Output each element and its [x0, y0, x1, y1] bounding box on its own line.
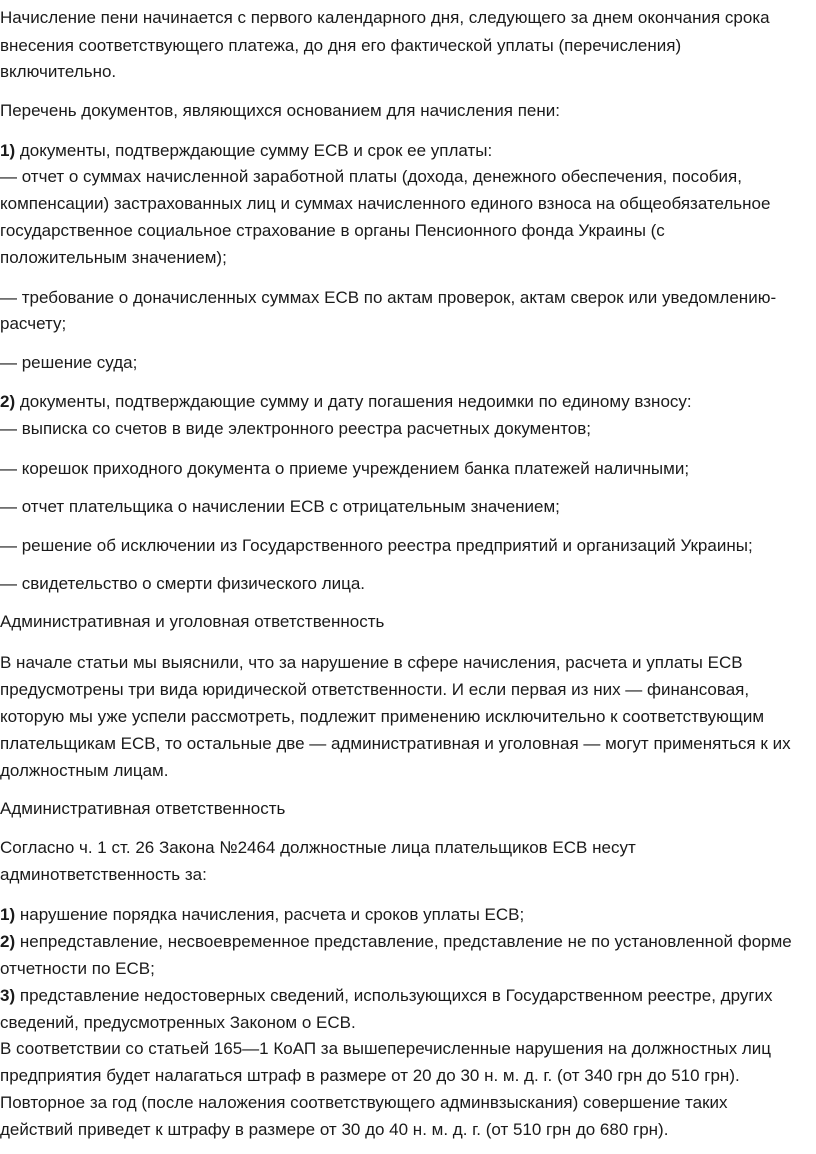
list-item-text: представление недостоверных сведений, использующихся в Государственном реестре, других [19, 986, 773, 1005]
list-marker: 1) [0, 905, 16, 924]
paragraph-line: В начале статьи мы выяснили, что за нарушение в сфере начисления, расчета и уплаты ЕСВ [0, 653, 743, 672]
section-heading: Административная и уголовная ответственность [0, 612, 385, 631]
paragraph-line: отчетности по ЕСВ; [0, 959, 155, 978]
paragraph-line: — свидетельство о смерти физического лица. [0, 574, 366, 593]
paragraph-line: Начисление пени начинается с первого календарного дня, следующего за днем окончания срока [0, 8, 770, 27]
paragraph-line: админответственность за: [0, 865, 207, 884]
paragraph-line: — решение суда; [0, 353, 138, 372]
list-item-text: непредставление, несвоевременное представление, представление не по установленной форме [19, 932, 792, 951]
list-item [0, 929, 792, 955]
paragraph-line: положительным значением); [0, 248, 227, 267]
paragraph-line: — корешок приходного документа о приеме учреждением банка платежей наличными; [0, 459, 690, 478]
paragraph-line: — требование о доначисленных суммах ЕСВ по актам проверок, актам сверок или уведомлению- [0, 288, 777, 307]
list-item [0, 389, 692, 415]
paragraph-line: государственное социальное страхование в органы Пенсионного фонда Украины (с [0, 221, 665, 240]
paragraph-line: — выписка со счетов в виде электронного реестра расчетных документов; [0, 419, 592, 438]
list-item [0, 902, 524, 928]
list-item-text: нарушение порядка начисления, расчета и сроков уплаты ЕСВ; [19, 905, 525, 924]
list-marker: 3) [0, 986, 16, 1005]
paragraph-line: расчету; [0, 314, 67, 333]
paragraph-line: Повторное за год (после наложения соответствующего админвзыскания) совершение таких [0, 1093, 728, 1112]
paragraph-line: — решение об исключении из Государственного реестра предприятий и организаций Украины; [0, 536, 753, 555]
list-marker: 2) [0, 392, 16, 411]
paragraph-line: действий приведет к штрафу в размере от 30 до 40 н. м. д. г. (от 510 грн до 680 грн). [0, 1120, 669, 1139]
paragraph-line: внесения соответствующего платежа, до дня его фактической уплаты (перечисления) [0, 36, 682, 55]
list-item [0, 983, 773, 1009]
paragraph-line: компенсации) застрахованных лиц и суммах начисленного единого взноса на общеобязательное [0, 194, 771, 213]
list-item-text: документы, подтверждающие сумму ЕСВ и срок ее уплаты: [19, 141, 493, 160]
list-marker: 1) [0, 141, 16, 160]
paragraph-line: — отчет о суммах начисленной заработной платы (дохода, денежного обеспечения, пособия, [0, 167, 742, 186]
paragraph-line: предприятия будет налагаться штраф в размере от 20 до 30 н. м. д. г. (от 340 грн до 510 грн). [0, 1066, 740, 1085]
paragraph-line: — отчет плательщика о начислении ЕСВ с отрицательным значением; [0, 497, 560, 516]
paragraph-line: Согласно ч. 1 ст. 26 Закона №2464 должностные лица плательщиков ЕСВ несут [0, 838, 636, 857]
list-marker: 2) [0, 932, 16, 951]
paragraph-line: включительно. [0, 62, 117, 81]
paragraph-line: сведений, предусмотренных Законом о ЕСВ. [0, 1013, 356, 1032]
paragraph-line: предусмотрены три вида юридической ответственности. И если первая из них — финансовая, [0, 680, 750, 699]
paragraph-line: должностным лицам. [0, 761, 169, 780]
paragraph-line: которую мы уже успели рассмотреть, подлежит применению исключительно к соответствующим [0, 707, 765, 726]
section-heading: Административная ответственность [0, 799, 286, 818]
paragraph-line: Перечень документов, являющихся основанием для начисления пени: [0, 101, 560, 120]
list-item-text: документы, подтверждающие сумму и дату погашения недоимки по единому взносу: [19, 392, 692, 411]
list-item [0, 138, 492, 164]
paragraph-line: плательщикам ЕСВ, то остальные две — административная и уголовная — могут применяться к их [0, 734, 791, 753]
paragraph-line: В соответствии со статьей 165—1 КоАП за вышеперечисленные нарушения на должностных лиц [0, 1039, 771, 1058]
